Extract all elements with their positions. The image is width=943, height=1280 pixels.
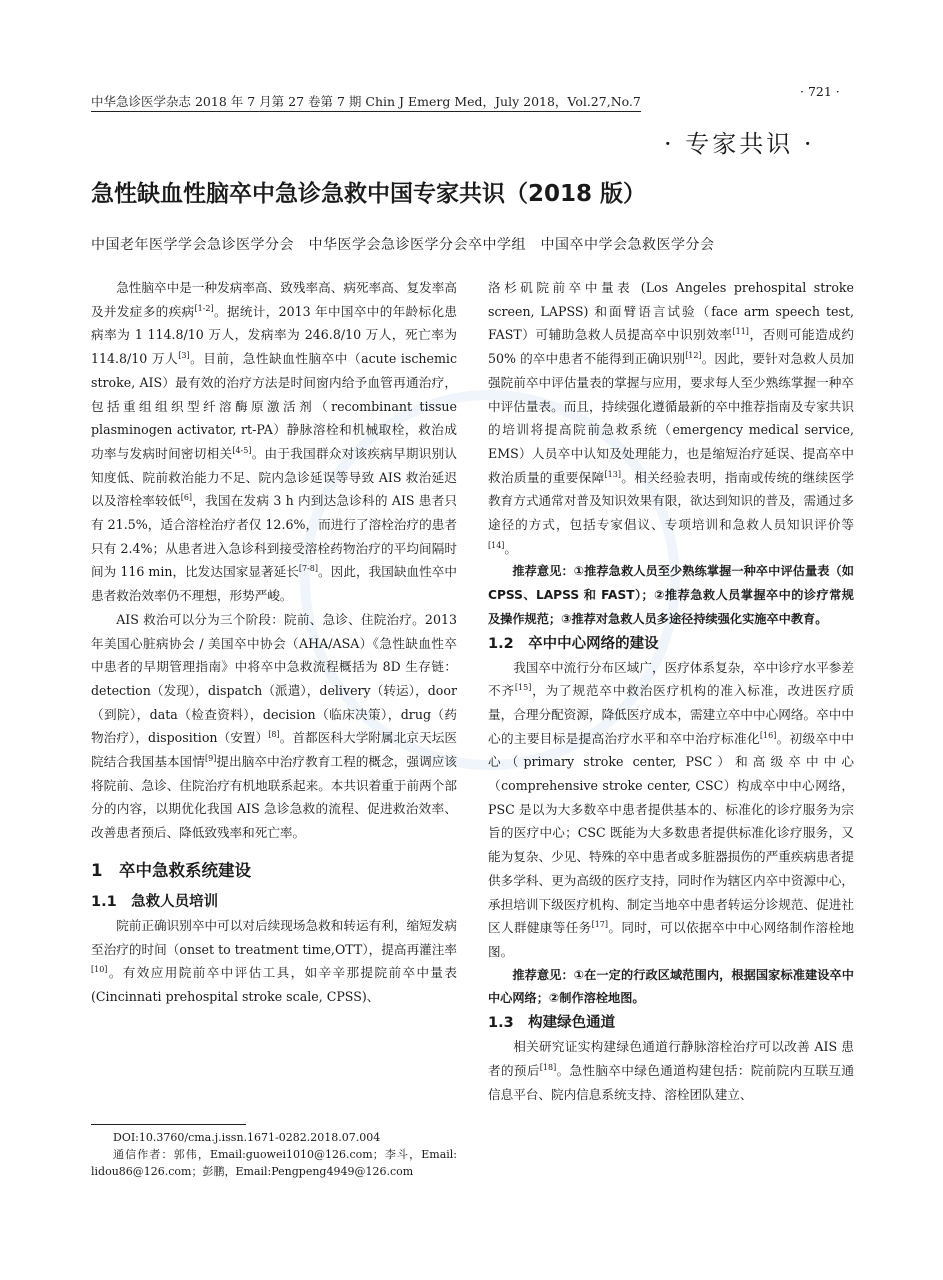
subsection-heading: 1.2 卒中中心网络的建设 [488, 635, 659, 652]
footnote [91, 1129, 457, 1180]
paragraph: 洛杉矶院前卒中量表 (Los Angeles prehospital stroke screen, LAPSS) 和面臂语言试验（face arm speech test, FAST）可辅助急救人员提高卒中识别效率[11]，否则可能造成约 50% 的卒中患者不能得到正确识别[12]。因此，要针对急救人员加强院前卒中评估量表的掌握与应用，要求每人至少熟练掌握一种卒中评估量表。而且，持续强化遵循最新的卒中推荐指南及专家共识的培训将提高院前急救系统（emergency medical service, EMS）人员卒中认知及处理能力，也是缩短治疗延误、提高卒中救治质量的重要保障[13]。相关经验表明，指南或传统的继续医学教育方式通常对普及知识效果有限，欲达到知识的普及，需通过多途径的方式，包括专家倡议、专项培训和急救人员知识评价等[14]。 [488, 280, 855, 556]
doi-line: DOI:10.3760/cma.j.issn.1671-0282.2018.07.004 [113, 1131, 381, 1144]
right-column [488, 276, 854, 1106]
author-affiliations: 中国老年医学学会急诊医学分会 中华医学会急诊医学分会卒中学组 中国卒中学会急救医学分会 [91, 237, 715, 253]
section-heading: 1 卒中急救系统建设 [91, 860, 251, 880]
paragraph: 相关研究证实构建绿色通道行静脉溶栓治疗可以改善 AIS 患者的预后[18]。急性脑卒中绿色通道构建包括：院前院内互联互通信息平台、院内信息系统支持、溶栓团队建立、 [488, 1039, 855, 1102]
subsection-heading: 1.1 急救人员培训 [91, 893, 219, 910]
recommendation: 推荐意见：①推荐急救人员至少熟练掌握一种卒中评估量表（如 CPSS、LAPSS 和 FAST）；②推荐急救人员掌握卒中的诊疗常规及操作规范；③推荐对急救人员多途径持续强化实施卒中教育。 [488, 564, 854, 626]
paragraph: 院前正确识别卒中可以对后续现场急救和转运有利，缩短发病至治疗的时间（onset to treatment time,OTT），提高再灌注率[10]。有效应用院前卒中评估工具，如辛辛那提院前卒中量表 (Cincinnati prehospital stroke scale, CPSS)、 [91, 917, 457, 1004]
subsection-heading: 1.3 构建绿色通道 [488, 1015, 616, 1032]
paragraph: 我国卒中流行分布区域广，医疗体系复杂，卒中诊疗水平参差不齐[15]，为了规范卒中救治医疗机构的准入标准，改进医疗质量，合理分配资源，降低医疗成本，需建立卒中中心网络。卒中中心的主要目标是提高治疗水平和卒中治疗标准化[16]。初级卒中中心（primary stroke center, PSC）和高级卒中中心（comprehensive stroke center, CSC）构成卒中中心网络，PSC 是以为大多数卒中患者提供基本的、标准化的诊疗服务为宗旨的医疗中心；CSC 既能为大多数患者提供标准化诊疗服务，又能为复杂、少见、特殊的卒中患者或多脏器损伤的严重疾病患者提供多学科、更为高级的医疗支持，同时作为辖区内卒中资源中心，承担培训下级医疗机构、制定当地卒中患者转运分诊规范、促进社区人群健康等任务[17]。同时，可以依据卒中中心网络制作溶栓地图。 [488, 659, 855, 959]
article-title: 急性缺血性脑卒中急诊急救中国专家共识（2018 版） [91, 181, 647, 207]
left-column [91, 276, 457, 1009]
page-number: · 721 · [800, 84, 840, 99]
recommendation: 推荐意见：①在一定的行政区域范围内，根据国家标准建设卒中中心网络；②制作溶栓地图。 [488, 967, 854, 1006]
paragraph: AIS 救治可以分为三个阶段：院前、急诊、住院治疗。2013 年美国心脏病协会 / 美国卒中协会（AHA/ASA）《急性缺血性卒中患者的早期管理指南》中将卒中急救流程概括为 8D 生存链：detection（发现），dispatch（派遣），delivery（转运），door（到院），data（检查资料），decision（临床决策），drug（药物治疗），disposition（安置）[8]。首都医科大学附属北京天坛医院结合我国基本国情[9]提出脑卒中治疗教育工程的概念，强调应该将院前、急诊、住院治疗有机地联系起来。本共识着重于前两个部分的内容，以期优化我国 AIS 急诊急救的流程、促进救治效率、改善患者预后、降低致残率和死亡率。 [91, 611, 458, 841]
footnote-rule [91, 1124, 246, 1125]
paragraph: 急性脑卒中是一种发病率高、致残率高、病死率高、复发率高及并发症多的疾病[1-2]。据统计，2013 年中国卒中的年龄标化患病率为 1 114.8/10 万人，发病率为 246.8/10 万人，死亡率为114.8/10 万人[3]。目前，急性缺血性脑卒中（acute ischemic stroke, AIS）最有效的治疗方法是时间窗内给予血管再通治疗，包括重组组织型纤溶酶原激活剂（recombinant tissue plasminogen activator, rt-PA）静脉溶栓和机械取栓，救治成功率与发病时间密切相关[4-5]。由于我国群众对该疾病早期识别认知度低、院前救治能力不足、院内急诊延误等导致 AIS 救治延迟以及溶栓率较低[6]，我国在发病 3 h 内到达急诊科的 AIS 患者只有 21.5%，适合溶栓治疗者仅 12.6%，而进行了溶栓治疗的患者只有 2.4%；从患者进入急诊科到接受溶栓药物治疗的平均间隔时间为 116 min，比发达国家显著延长[7-8]。因此，我国缺血性卒中患者救治效率仍不理想，形势严峻。 [91, 280, 458, 604]
header-rule [91, 111, 641, 112]
section-tag: · 专家共识 · [664, 130, 815, 158]
corresponding-authors: 通信作者：郭伟，Email:guowei1010@126.com；李斗，Email: lidou86@126.com；彭鹏，Email:Pengpeng4949@126.com [91, 1148, 457, 1178]
journal-header: 中华急诊医学杂志 2018 年 7 月第 27 卷第 7 期 Chin J Emerg Med，July 2018，Vol.27,No.7 [91, 94, 641, 109]
